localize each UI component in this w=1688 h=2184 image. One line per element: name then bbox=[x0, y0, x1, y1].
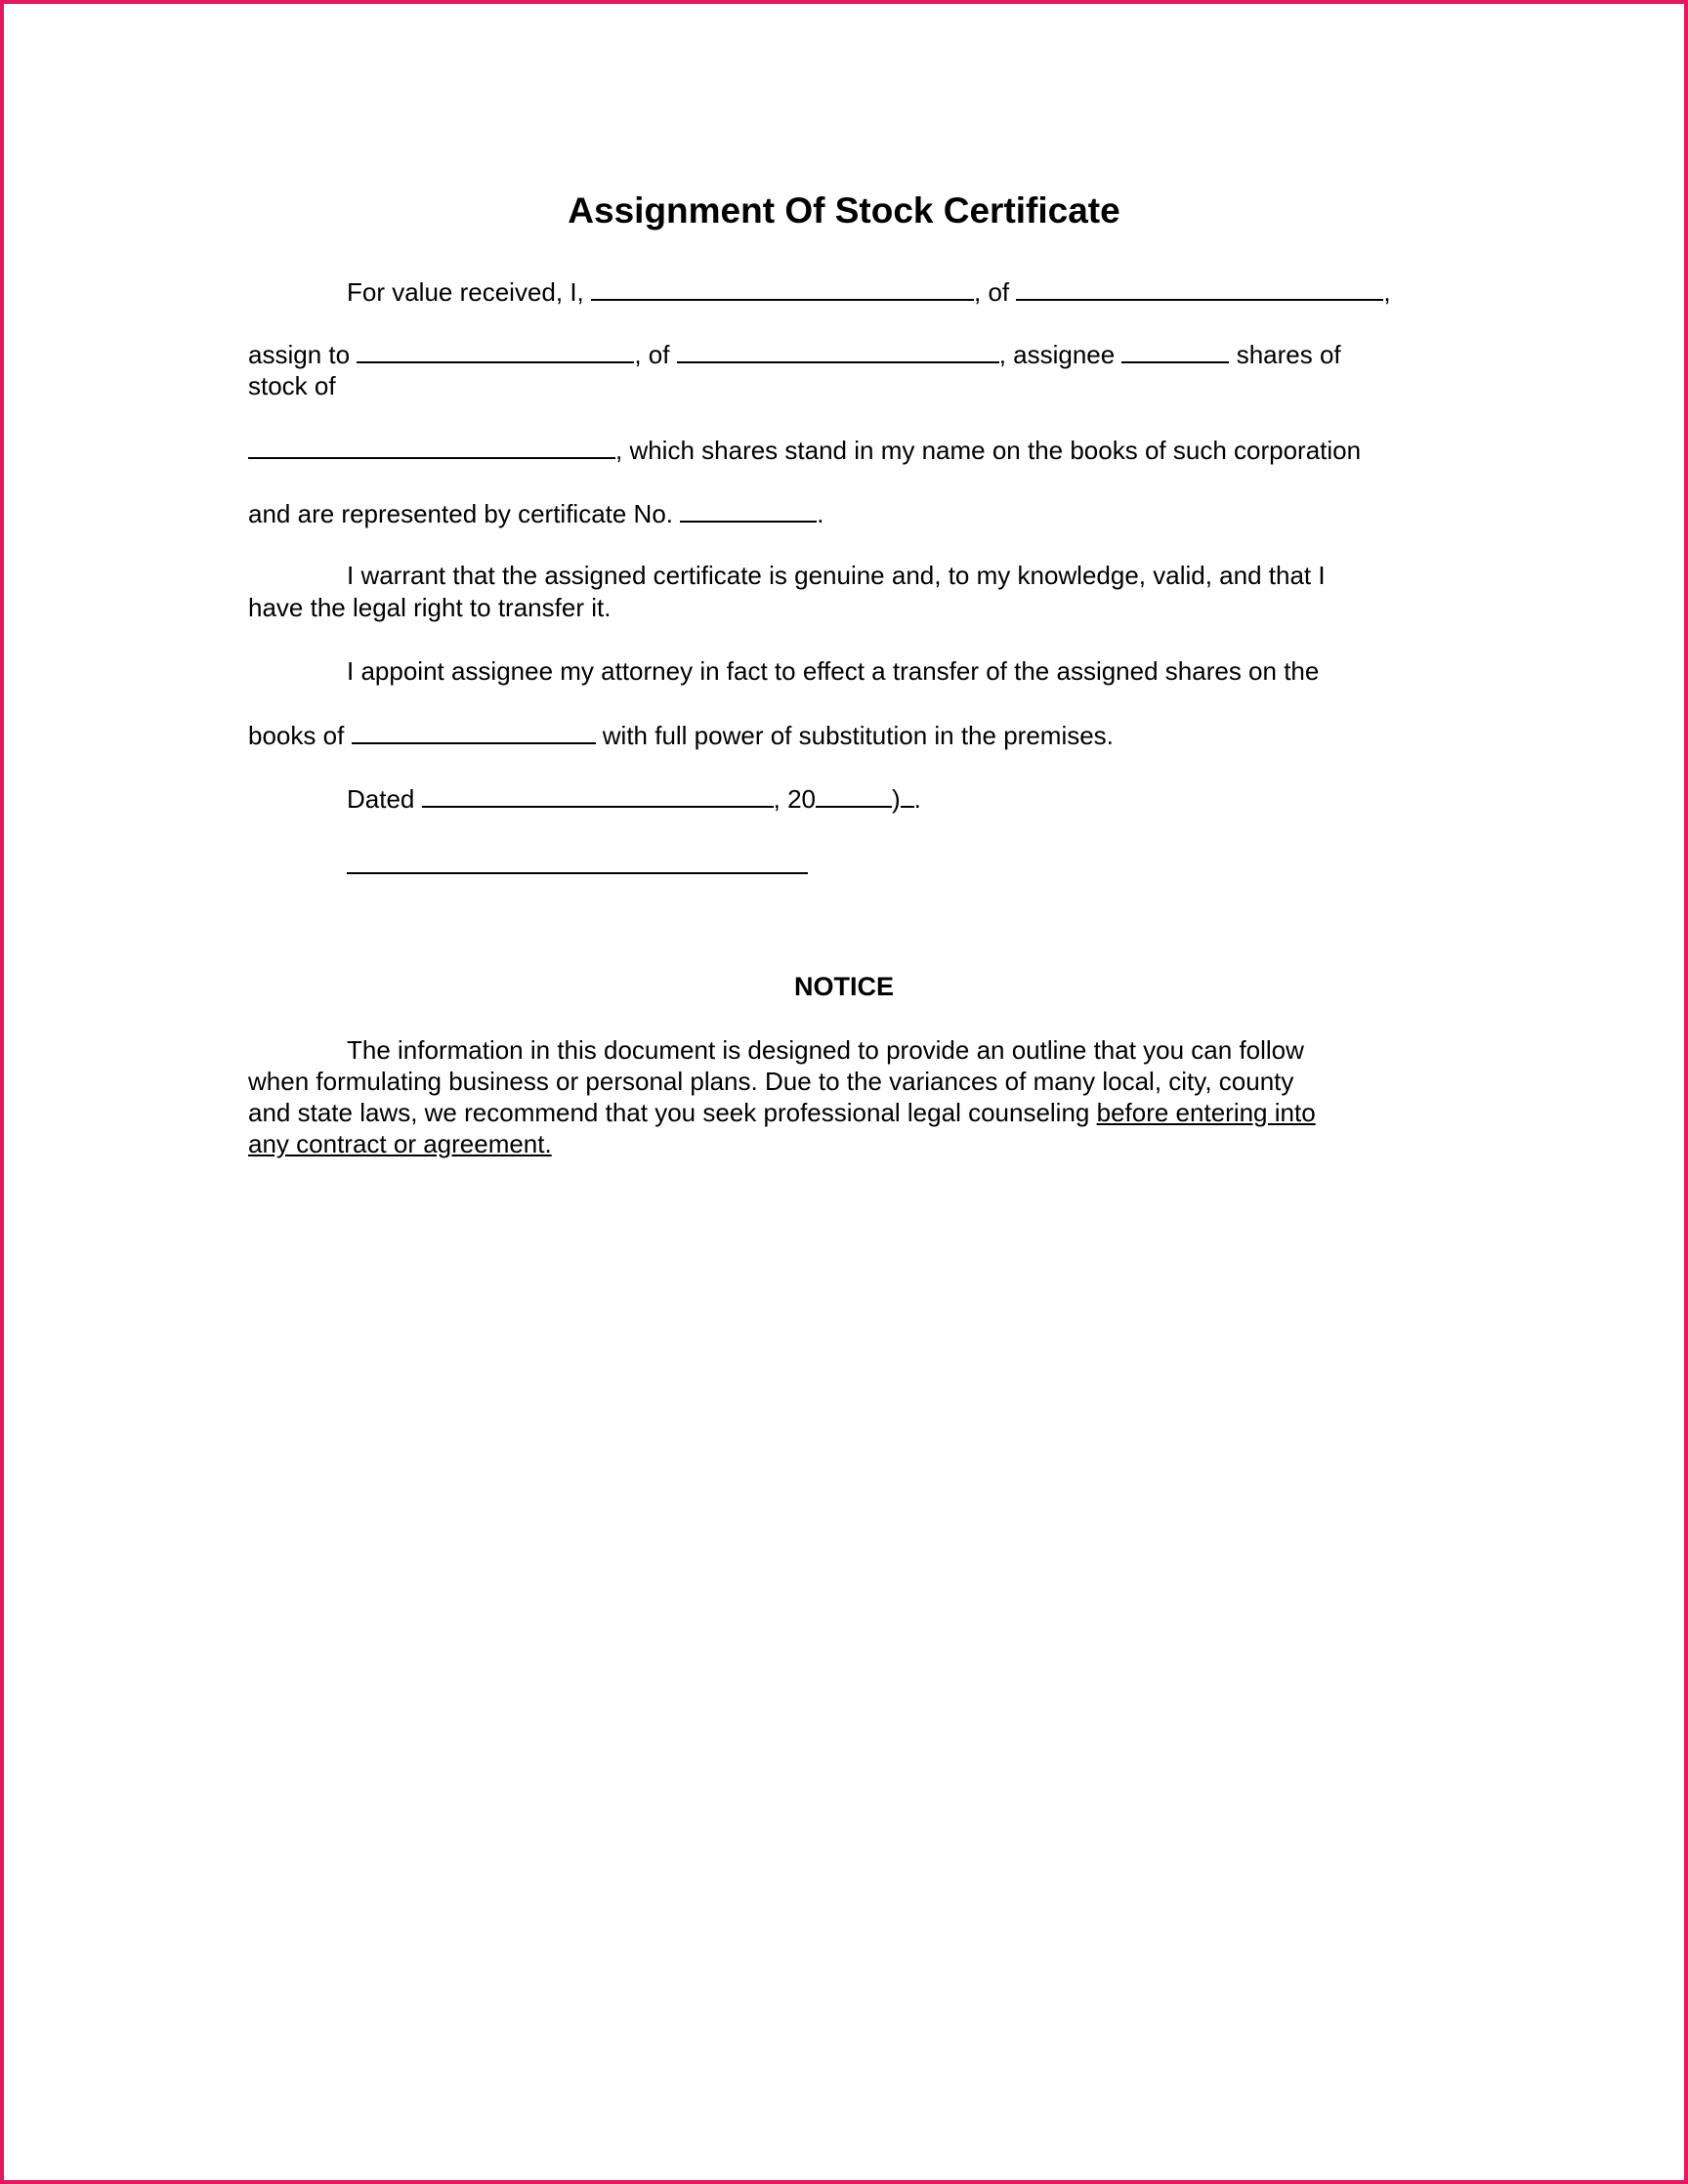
text: . bbox=[913, 784, 921, 814]
corporation-name-blank[interactable] bbox=[248, 434, 615, 459]
notice-line-2: when formulating business or personal plans. Due to the variances of many local, city, county bbox=[248, 1067, 1294, 1096]
books-of-blank[interactable] bbox=[352, 719, 596, 744]
certificate-number-blank[interactable] bbox=[680, 497, 817, 523]
notice-body bbox=[248, 1034, 1430, 1159]
corporation-line bbox=[248, 434, 1361, 466]
dated-line bbox=[248, 782, 921, 815]
assignor-address-blank[interactable] bbox=[1016, 275, 1383, 301]
shares-count-blank[interactable] bbox=[1121, 338, 1229, 363]
appoint-line-1: I appoint assignee my attorney in fact to effect a transfer of the assigned shares on the bbox=[347, 656, 1320, 686]
stock-of-line bbox=[248, 370, 336, 401]
assign-to-line bbox=[248, 338, 1341, 370]
appoint-line-2 bbox=[248, 719, 1114, 751]
text: and state laws, we recommend that you seek professional legal counseling bbox=[248, 1098, 1097, 1127]
text: , of bbox=[634, 340, 670, 369]
certificate-line bbox=[248, 497, 824, 529]
assignor-name-blank[interactable] bbox=[591, 275, 974, 301]
date-blank[interactable] bbox=[422, 782, 774, 808]
text: . bbox=[817, 499, 824, 528]
text: , 20 bbox=[773, 784, 816, 814]
value-received-line bbox=[248, 275, 1391, 308]
text: , of bbox=[974, 277, 1010, 307]
assignee-name-blank[interactable] bbox=[357, 338, 634, 363]
document-title: Assignment Of Stock Certificate bbox=[568, 190, 1120, 231]
text: , assignee bbox=[998, 340, 1116, 369]
notice-underlined-text: before entering into bbox=[1096, 1098, 1316, 1127]
text: , bbox=[1383, 277, 1391, 307]
signature-line[interactable] bbox=[347, 872, 808, 874]
warrant-line-1: I warrant that the assigned certificate is genuine and, to my knowledge, valid, and that I bbox=[347, 561, 1326, 590]
assignee-address-blank[interactable] bbox=[677, 338, 999, 363]
text: books of bbox=[248, 721, 345, 750]
text: ) bbox=[892, 784, 901, 814]
text: , which shares stand in my name on the books of such corporation bbox=[615, 436, 1362, 465]
notice-title: NOTICE bbox=[793, 972, 894, 1001]
text: Dated bbox=[347, 784, 415, 814]
text: and are represented by certificate No. bbox=[248, 499, 674, 528]
text: For value received, I, bbox=[347, 277, 584, 307]
warrant-line-2: have the legal right to transfer it. bbox=[248, 593, 612, 622]
year-suffix-blank[interactable] bbox=[901, 782, 914, 808]
text: shares of bbox=[1236, 340, 1341, 369]
year-blank[interactable] bbox=[816, 782, 892, 808]
notice-line-4: any contract or agreement. bbox=[248, 1129, 552, 1158]
text: with full power of substitution in the premises. bbox=[602, 721, 1114, 750]
notice-line-3 bbox=[248, 1097, 1430, 1128]
text: assign to bbox=[248, 340, 351, 369]
text: stock of bbox=[248, 371, 336, 400]
notice-line-1: The information in this document is designed to provide an outline that you can follow bbox=[347, 1035, 1304, 1065]
